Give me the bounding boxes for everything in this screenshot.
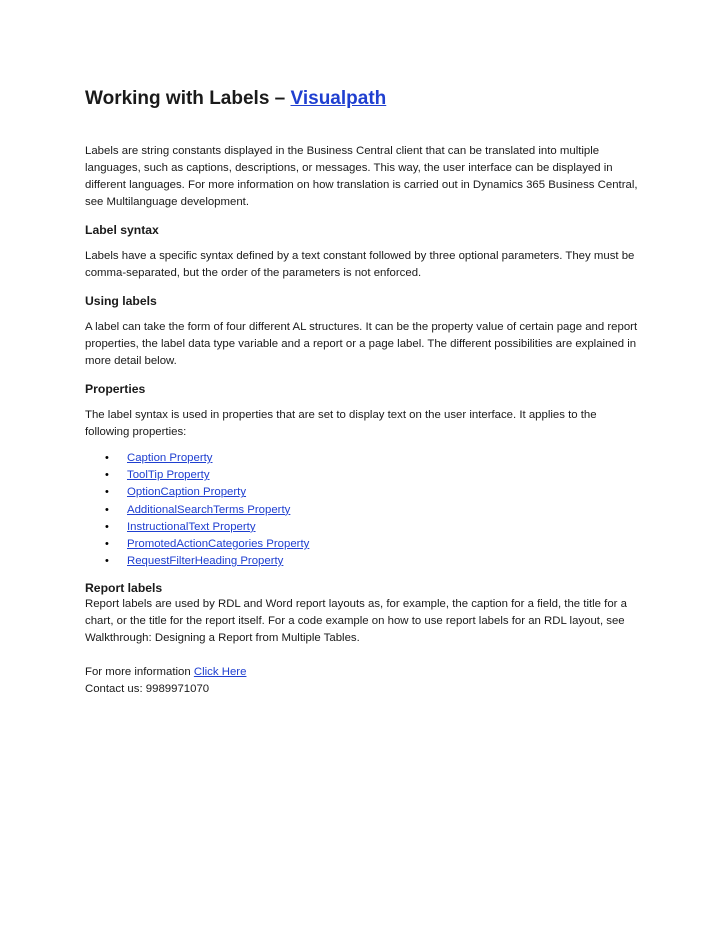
bullet-icon: • [105,538,109,551]
bullet-icon: • [105,503,109,516]
bullet-icon: • [105,520,109,533]
list-item [105,467,640,484]
more-info-line [85,664,640,681]
page-title [85,86,640,112]
report-labels-paragraph: Report labels are used by RDL and Word report layouts as, for example, the caption for a field, the title for a chart, or the title for the report itself. For a code example on how to use report labels for an RDL layout, see Walkthrough: Designing a Report from Multiple Tables. [85,598,627,645]
additionalsearchterms-property-link[interactable]: AdditionalSearchTerms Property [127,503,291,516]
click-here-link[interactable]: Click Here [193,666,247,679]
intro-paragraph: Labels are string constants displayed in the Business Central client that can be translated into multiple languages, such as captions, descriptions, or messages. This way, the user interface can be displayed in different languages. For more information on how translation is carried out in Dynamics 365 Business Central, see Multilanguage development. [85,145,638,208]
visualpath-link[interactable]: Visualpath [290,88,387,109]
list-item [105,484,640,501]
bullet-icon: • [105,452,109,464]
caption-property-link[interactable]: Caption Property [127,452,213,464]
footer [85,664,640,698]
list-item [105,519,640,536]
properties-paragraph: The label syntax is used in properties that are set to display text on the user interface. It applies to the following properties: [85,409,597,438]
contact-line: Contact us: 9989971070 [85,683,210,696]
more-info-text: For more information [85,666,194,679]
properties-list [85,450,640,570]
tooltip-property-link[interactable]: ToolTip Property [127,469,210,482]
report-labels-heading: Report labels [85,581,163,596]
list-item [105,553,640,570]
bullet-icon: • [105,469,109,482]
requestfilterheading-property-link[interactable]: RequestFilterHeading Property [127,555,284,568]
bullet-icon: • [105,486,109,499]
bullet-icon: • [105,555,109,568]
list-item [105,536,640,553]
using-labels-heading: Using labels [85,294,157,308]
title-prefix: Working with Labels – [85,88,291,109]
list-item [105,502,640,519]
instructionaltext-property-link[interactable]: InstructionalText Property [127,520,256,533]
properties-heading: Properties [85,382,146,396]
label-syntax-paragraph: Labels have a specific syntax defined by a text constant followed by three optional parameters. They must be comma-separated, but the order of the parameters is not enforced. [85,250,635,279]
optioncaption-property-link[interactable]: OptionCaption Property [127,486,247,499]
label-syntax-heading: Label syntax [85,223,159,237]
promotedactioncategories-property-link[interactable]: PromotedActionCategories Property [127,538,310,551]
using-labels-paragraph: A label can take the form of four different AL structures. It can be the property value of certain page and report properties, the label data type variable and a report or a page label. The different possibilities are explained in more detail below. [85,321,638,367]
list-item [105,450,640,467]
